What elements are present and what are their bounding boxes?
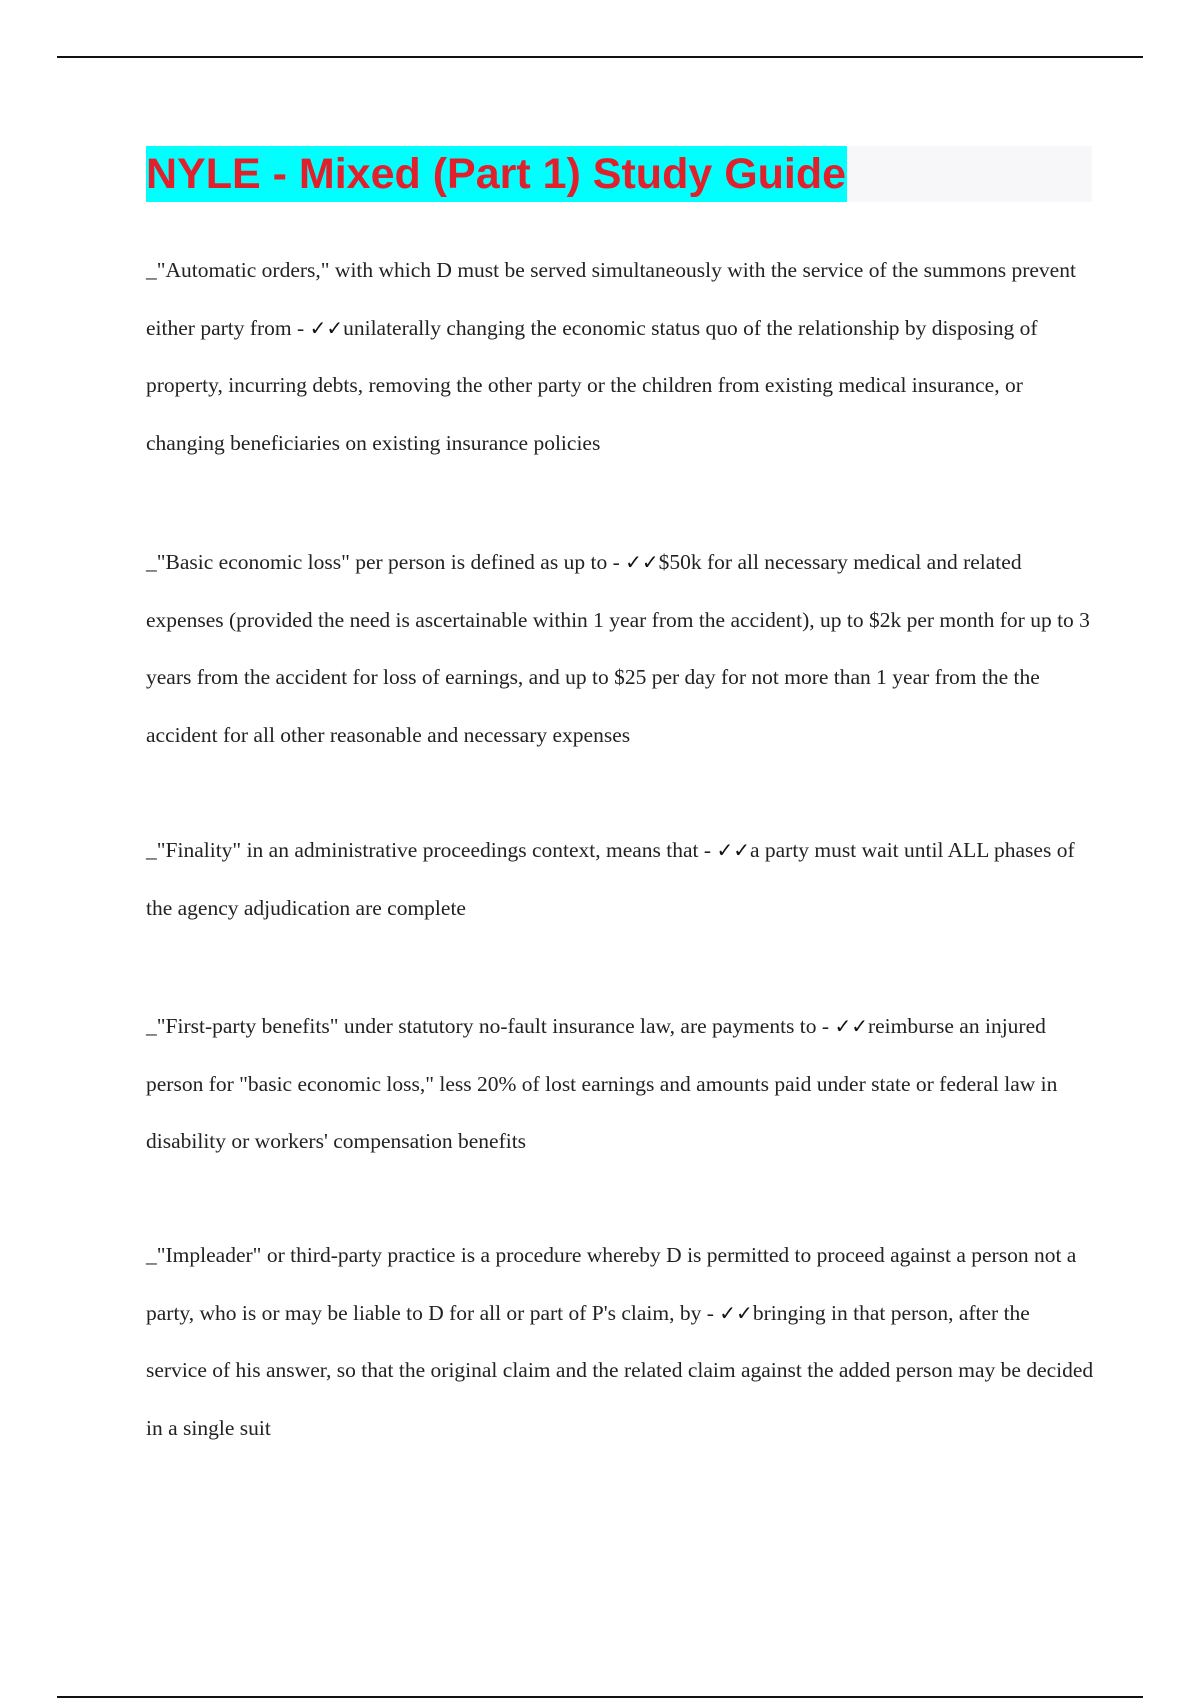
entry-question: _"Finality" in an administrative proceedings context, means that -: [146, 838, 717, 862]
check-marks-icon: ✓✓: [716, 838, 750, 862]
top-rule: [57, 56, 1143, 58]
study-entry: [146, 242, 1096, 472]
page-title: NYLE - Mixed (Part 1) Study Guide: [146, 146, 847, 202]
study-entry: [146, 998, 1096, 1171]
check-marks-icon: ✓✓: [625, 550, 659, 574]
entry-question: _"Impleader" or third-party practice is a procedure whereby D is permitted to proceed against a person not a party, who is or may be liable to D for all or part of P's claim, by -: [146, 1243, 1077, 1325]
check-marks-icon: ✓✓: [719, 1300, 753, 1325]
entry-answer: $50k for all necessary medical and related expenses (provided the need is ascertainable within 1 year from the accident), up to $2k per month for up to 3 years from the accident for loss of earnings, and up to $25 per day for not more than 1 year from the the accident for all other reasonable and necessary expenses: [146, 550, 1090, 747]
entry-question: _"First-party benefits" under statutory no-fault insurance law, are payments to -: [146, 1014, 835, 1038]
entry-answer: bringing in that person, after the service of his answer, so that the original claim and the related claim against the added person may be decided in a single suit: [146, 1300, 1094, 1440]
study-entry: [146, 822, 1096, 937]
bottom-rule: [57, 1696, 1143, 1698]
entry-answer: reimburse an injured person for "basic economic loss," less 20% of lost earnings and amounts paid under state or federal law in disability or workers' compensation benefits: [146, 1014, 1058, 1153]
check-marks-icon: ✓✓: [309, 315, 344, 340]
entry-answer: unilaterally changing the economic status quo of the relationship by disposing of property, incurring debts, removing the other party or the children from existing medical insurance, or changing beneficiaries on existing insurance policies: [146, 315, 1038, 455]
study-entry: [146, 1227, 1096, 1457]
entry-answer: a party must wait until ALL phases of the agency adjudication are complete: [146, 838, 1075, 920]
study-entry: [146, 534, 1096, 764]
check-marks-icon: ✓✓: [834, 1014, 868, 1038]
entry-question: _"Basic economic loss" per person is defined as up to -: [146, 550, 626, 574]
entry-question: _"Automatic orders," with which D must be served simultaneously with the service of the summons prevent either party from -: [146, 258, 1076, 340]
